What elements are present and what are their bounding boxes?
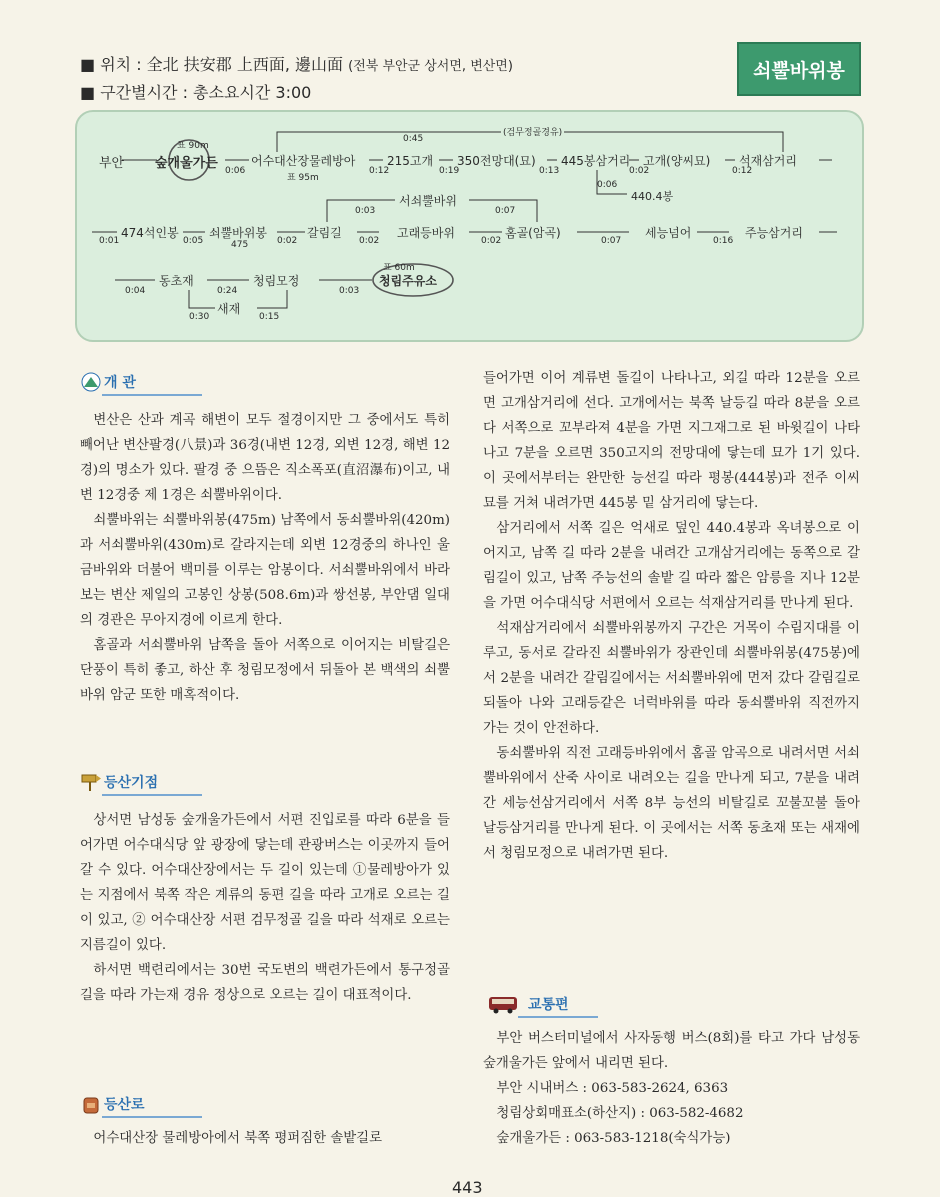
node-215-pass: 215고개: [387, 154, 434, 168]
paragraph: 변산은 산과 계곡 해변이 모두 절경이지만 그 중에서도 특히 빼어난 변산팔경(八景)과 36경(내변 12경, 외변 12경, 해변 12경)의 명소가 있다. 팔경 중 으뜸은 직소폭포(直沼瀑布)이고, 내변 12경중 제 1경은 쇠뿔바위이다.: [80, 413, 450, 503]
node-buan: 부안: [99, 156, 125, 171]
time-label: 0:30: [189, 312, 210, 322]
time-label: 0:07: [601, 236, 622, 246]
bus-icon: [488, 994, 518, 1014]
time-label: 0:02: [481, 236, 502, 246]
node-seneung: 세능넘어: [645, 226, 692, 240]
bypass-label: (검무정골경유): [501, 125, 564, 138]
trail-body-continued: [483, 366, 860, 866]
section-title-overview: [80, 372, 136, 392]
time-label: 0:19: [439, 166, 460, 176]
time-label: 0:24: [217, 286, 238, 296]
node-note: 475: [231, 240, 249, 250]
paragraph: 부안 버스터미널에서 사자동행 버스(8회)를 타고 가다 남성동 숲개울가든 앞에서 내리면 된다.: [483, 1031, 860, 1071]
time-label: 0:05: [183, 236, 204, 246]
time-label: 0:02: [277, 236, 298, 246]
node-pass-grave: 고개(양씨묘): [643, 154, 711, 168]
time-label: 0:12: [732, 166, 753, 176]
backpack-icon: [80, 1094, 102, 1114]
node-seokjae-junction: 석재삼거리: [739, 154, 797, 168]
time-label: 0:13: [539, 166, 560, 176]
contact-line: 청림상회매표소(하산지) : 063-582-4682: [496, 1106, 744, 1121]
paragraph: 어수대산장 물레방아에서 북쪽 평퍼짐한 솔밭길로: [93, 1131, 383, 1146]
node-474-peak: 474석인봉: [121, 226, 179, 240]
paragraph: 하서면 백련리에서는 30번 국도변의 백련가든에서 통구정골 길을 따라 가는재 경유 정상으로 오르는 길이 대표적이다.: [80, 963, 450, 1003]
time-label: 0:06: [225, 166, 246, 176]
section-heading: 교통편: [528, 997, 569, 1013]
page-number: 443: [452, 1178, 483, 1197]
paragraph: 동쇠뿔바위 직전 고래등바위에서 홈골 암곡으로 내려서면 서쇠뿔바위에서 산죽 사이로 내려오는 길을 만나게 되고, 7분을 내려간 세능선삼거리에서 서쪽 8부 능선의 비탈길로 꼬불꼬불 돌아 날등삼거리를 만나게 된다. 이 곳에서는 서쪽 동초재 또는 새재에서 청림모정으로 내려가면 된다.: [483, 746, 860, 861]
node-horn-rock-peak: 쇠뿔바위봉: [209, 226, 267, 240]
signpost-icon: [80, 772, 102, 792]
time-label: 0:15: [259, 312, 280, 322]
location-line: [80, 52, 513, 75]
paragraph: 석재삼거리에서 쇠뿔바위봉까지 구간은 거목이 수림지대를 이루고, 동서로 갈라진 쇠뿔바위가 장관인데 쇠뿔바위봉(475봉)에서 2분을 내려간 갈림길에서는 서쇠뿔바위에 먼저 갔다 갈림길로 되돌아 나와 고래등같은 너럭바위를 따라 동쇠뿔바위 직전까지 가는 것이 안전하다.: [483, 621, 860, 736]
time-line: ■ 구간별시간 : 총소요시간 3:00: [80, 83, 312, 102]
paragraph: 상서면 남성동 숲개울가든에서 서편 진입로를 따라 6분을 들어가면 어수대식당 앞 광장에 닿는데 관광버스는 이곳까지 들어갈 수 있다. 어수대산장에서는 두 길이 있는데 ①물레방아가 있는 지점에서 북쪽 작은 계류의 동편 길을 따라 고개로 오르는 길이 있고, ② 어수대산장 서편 검무정골 길을 따라 석재로 오르는 지름길이 있다.: [80, 813, 450, 953]
section-title-trail: [80, 1094, 145, 1114]
time-label: 0:12: [369, 166, 390, 176]
section-heading: 개 관: [104, 375, 136, 391]
paragraph: 삼거리에서 서쪽 길은 억새로 덮인 440.4봉과 옥녀봉으로 이어지고, 남쪽 길 따라 2분을 내려간 고개삼거리에는 동쪽으로 갈림길이 있고, 남쪽 주능선의 솔밭 길 따라 짧은 암릉을 지나 12분을 가면 어수대식당 서편에서 오르는 석재삼거리를 만나게 된다.: [483, 521, 860, 611]
time-label: 0:01: [99, 236, 120, 246]
time-label: 0:45: [403, 134, 424, 144]
paragraph: 들어가면 이어 계류변 돌길이 나타나고, 외길 따라 12분을 오르면 고개삼거리에 선다. 고개에서는 북쪽 날등길 따라 8분을 오르다 서쪽으로 꼬부라져 4분을 가면 지그재그로 된 바윗길이 나타나고 7분을 오르면 350고지의 전망대에 닿는데 묘가 1기 있다. 이 곳에서부터는 완만한 능선길 따라 평봉(444봉)과 전주 이씨 묘를 거쳐 내려가면 445봉 밑 삼거리에 닿는다.: [483, 371, 860, 511]
node-note: 표 90m: [177, 141, 209, 151]
route-diagram: [75, 110, 864, 342]
node-440-peak: 440.4봉: [631, 190, 674, 203]
node-homgol: 홈골(암곡): [505, 226, 561, 240]
section-heading: 등산로: [104, 1097, 145, 1113]
node-west-horn-rock: 서쇠뿔바위: [399, 194, 457, 208]
section-heading: 등산기점: [104, 775, 159, 791]
node-dongchojae: 동초재: [159, 274, 194, 288]
time-label: 0:03: [355, 206, 376, 216]
time-label: 0:02: [359, 236, 380, 246]
time-label: 0:07: [495, 206, 516, 216]
section-title-start: [80, 772, 158, 792]
node-main-ridge-junction: 주능삼거리: [745, 226, 803, 240]
node-saejae: 새재: [217, 302, 241, 316]
time-label: 0:04: [125, 286, 146, 296]
start-body: [80, 808, 450, 1008]
node-whale-rock: 고래등바위: [397, 226, 455, 240]
time-label: 0:03: [339, 286, 360, 296]
contact-line: 숲개울가든 : 063-583-1218(숙식가능): [496, 1131, 731, 1146]
contact-line: 부안 시내버스 : 063-583-2624, 6363: [496, 1081, 729, 1096]
node-fork: 갈림길: [307, 226, 342, 240]
location-text: ■ 위치 : 全北 扶安郡 上西面, 邊山面: [80, 55, 344, 74]
section-title-transport: [488, 994, 569, 1014]
node-note: 표 60m: [383, 263, 415, 273]
node-445-junction: 445봉삼거리: [561, 154, 631, 168]
overview-body: [80, 408, 450, 708]
paragraph: 홈골과 서쇠뿔바위 남쪽을 돌아 서쪽으로 이어지는 비탈길은 단풍이 특히 좋고, 하산 후 청림모정에서 뒤돌아 본 백색의 쇠뿔바위 암군 또한 매혹적이다.: [80, 638, 450, 703]
node-water-mill: 어수대산장물레방아: [251, 154, 356, 168]
trail-body-start: [80, 1126, 450, 1151]
time-label: 0:06: [597, 180, 618, 190]
node-350-viewpoint: 350전망대(묘): [457, 154, 536, 168]
node-forest-garden: 숲개울가든: [155, 156, 218, 171]
time-label: 0:16: [713, 236, 734, 246]
node-cheongrim-gas-station: 청림주유소: [379, 274, 437, 288]
transport-body: [483, 1026, 860, 1151]
paragraph: 쇠뿔바위는 쇠뿔바위봉(475m) 남쪽에서 동쇠뿔바위(420m)과 서쇠뿔바위(430m)로 갈라지는데 외변 12경중의 하나인 울금바위와 더불어 백미를 이루는 암봉이다. 서쇠뿔바위에서 바라보는 변산 제일의 고봉인 상봉(508.6m)과 쌍선봉, 부안댐 일대의 경관은 무아지경에 이르게 한다.: [80, 513, 450, 628]
node-note: 표 95m: [287, 173, 319, 183]
node-cheongrim-pavilion: 청림모정: [253, 274, 300, 288]
time-label: 0:02: [629, 166, 650, 176]
mountain-icon: [80, 372, 102, 392]
mountain-badge: 쇠뿔바위봉: [737, 42, 861, 96]
location-note: (전북 부안군 상서면, 변산면): [348, 59, 513, 74]
